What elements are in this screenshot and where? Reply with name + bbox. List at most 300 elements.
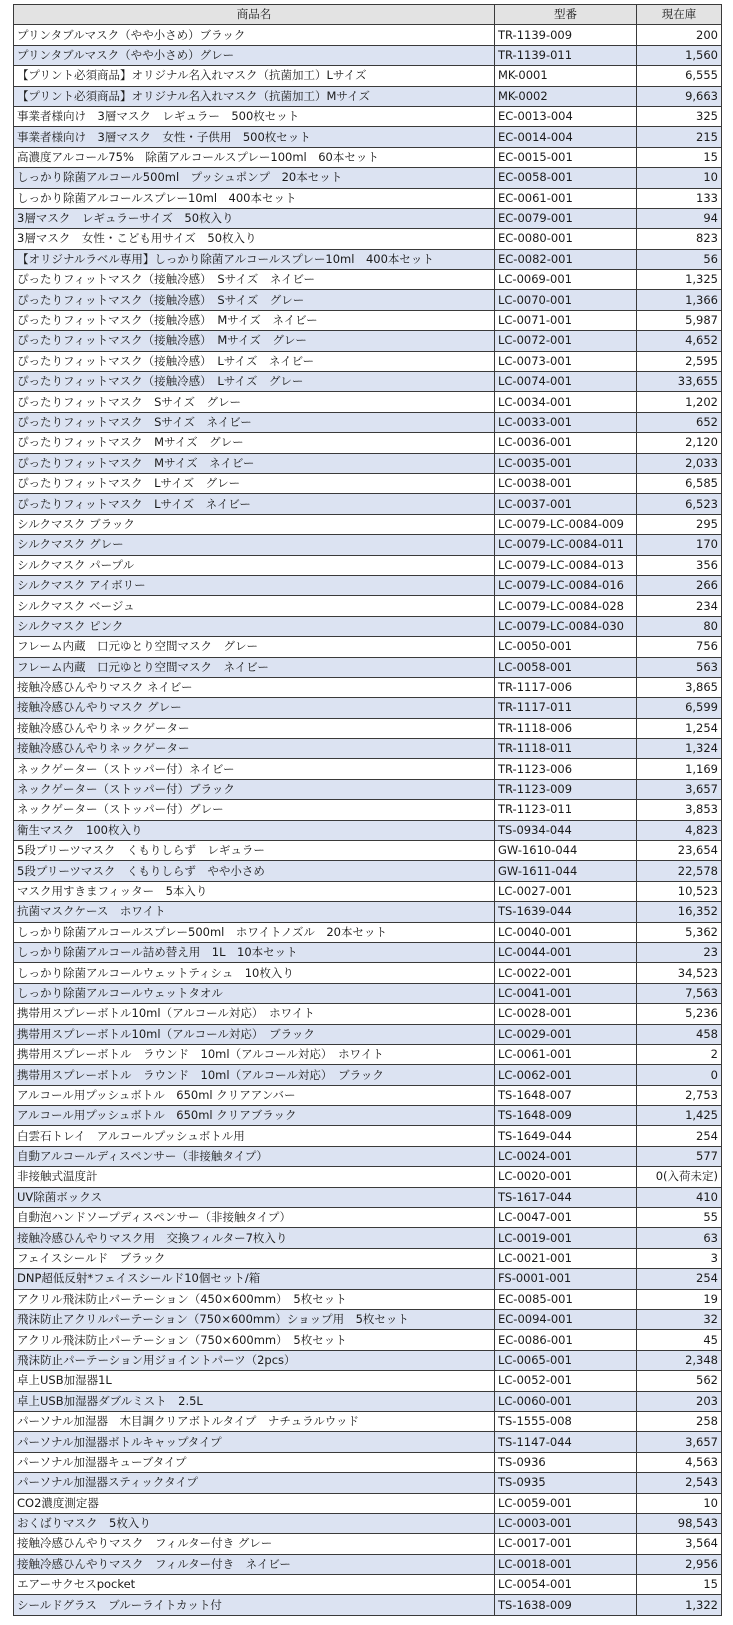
cell-model-number: TS-1617-044 [495, 1187, 637, 1207]
cell-model-number: LC-0018-001 [495, 1554, 637, 1574]
cell-product-name: シルクマスク パープル [14, 555, 495, 575]
cell-model-number: TR-1117-011 [495, 698, 637, 718]
table-row [14, 881, 722, 901]
cell-model-number: LC-0079-LC-0084-011 [495, 535, 637, 555]
cell-model-number: LC-0036-001 [495, 433, 637, 453]
cell-model-number: LC-0060-001 [495, 1391, 637, 1411]
table-row [14, 596, 722, 616]
cell-model-number: LC-0079-LC-0084-016 [495, 575, 637, 595]
cell-stock: 356 [637, 555, 722, 575]
cell-stock: 4,652 [637, 331, 722, 351]
cell-product-name: パーソナル加湿器キューブタイプ [14, 1452, 495, 1472]
cell-product-name: 接触冷感ひんやりマスク ネイビー [14, 677, 495, 697]
cell-stock: 3,564 [637, 1534, 722, 1554]
cell-model-number: EC-0094-001 [495, 1310, 637, 1330]
cell-stock: 0(入荷未定) [637, 1167, 722, 1187]
cell-stock: 4,823 [637, 820, 722, 840]
table-row [14, 473, 722, 493]
cell-product-name: 接触冷感ひんやりマスク フィルター付き ネイビー [14, 1554, 495, 1574]
cell-product-name: ぴったりフィットマスク Sサイズ ネイビー [14, 412, 495, 432]
table-row [14, 106, 722, 126]
cell-product-name: 抗菌マスクケース ホワイト [14, 902, 495, 922]
cell-stock: 55 [637, 1208, 722, 1228]
cell-product-name: ぴったりフィットマスク（接触冷感） Mサイズ ネイビー [14, 310, 495, 330]
table-row [14, 208, 722, 228]
cell-stock: 10,523 [637, 881, 722, 901]
cell-product-name: CO2濃度測定器 [14, 1493, 495, 1513]
cell-stock: 2,543 [637, 1473, 722, 1493]
cell-model-number: EC-0014-004 [495, 127, 637, 147]
cell-product-name: 3層マスク レギュラーサイズ 50枚入り [14, 208, 495, 228]
cell-product-name: 事業者様向け 3層マスク レギュラー 500枚セット [14, 106, 495, 126]
cell-stock: 1,254 [637, 718, 722, 738]
table-header [14, 5, 722, 25]
table-row [14, 1004, 722, 1024]
table-row [14, 739, 722, 759]
cell-stock: 1,202 [637, 392, 722, 412]
cell-model-number: TS-0935 [495, 1473, 637, 1493]
cell-product-name: シルクマスク ブラック [14, 514, 495, 534]
cell-product-name: 自動アルコールディスペンサー（非接触タイプ） [14, 1146, 495, 1166]
cell-model-number: LC-0065-001 [495, 1350, 637, 1370]
cell-model-number: TR-1117-006 [495, 677, 637, 697]
table-row [14, 1269, 722, 1289]
table-row [14, 1391, 722, 1411]
table-row [14, 514, 722, 534]
cell-model-number: LC-0022-001 [495, 963, 637, 983]
table-row [14, 1350, 722, 1370]
table-row [14, 1085, 722, 1105]
cell-stock: 2,120 [637, 433, 722, 453]
cell-model-number: LC-0003-001 [495, 1513, 637, 1533]
cell-product-name: ぴったりフィットマスク Mサイズ グレー [14, 433, 495, 453]
table-row [14, 331, 722, 351]
table-row [14, 1024, 722, 1044]
cell-product-name: ぴったりフィットマスク Lサイズ ネイビー [14, 494, 495, 514]
cell-model-number: LC-0029-001 [495, 1024, 637, 1044]
cell-model-number: LC-0037-001 [495, 494, 637, 514]
cell-model-number: LC-0079-LC-0084-009 [495, 514, 637, 534]
table-row [14, 555, 722, 575]
header-stock: 現在庫 [637, 5, 722, 25]
cell-model-number: LC-0052-001 [495, 1371, 637, 1391]
cell-model-number: TS-1638-009 [495, 1595, 637, 1615]
table-row [14, 922, 722, 942]
cell-product-name: シルクマスク ベージュ [14, 596, 495, 616]
cell-product-name: ネックゲーター（ストッパー付）ネイビー [14, 759, 495, 779]
cell-model-number: TS-0936 [495, 1452, 637, 1472]
cell-stock: 1,366 [637, 290, 722, 310]
cell-model-number: LC-0020-001 [495, 1167, 637, 1187]
cell-model-number: EC-0086-001 [495, 1330, 637, 1350]
cell-product-name: 【プリント必須商品】オリジナル名入れマスク（抗菌加工）Lサイズ [14, 66, 495, 86]
cell-product-name: パーソナル加湿器 木目調クリアボトルタイプ ナチュラルウッド [14, 1411, 495, 1431]
cell-model-number: EC-0080-001 [495, 229, 637, 249]
cell-model-number: LC-0028-001 [495, 1004, 637, 1024]
cell-stock: 63 [637, 1228, 722, 1248]
cell-model-number: LC-0033-001 [495, 412, 637, 432]
table-row [14, 535, 722, 555]
cell-stock: 458 [637, 1024, 722, 1044]
cell-stock: 5,236 [637, 1004, 722, 1024]
cell-model-number: TR-1139-009 [495, 25, 637, 45]
cell-model-number: EC-0085-001 [495, 1289, 637, 1309]
header-model-number: 型番 [495, 5, 637, 25]
cell-model-number: LC-0050-001 [495, 637, 637, 657]
cell-model-number: LC-0062-001 [495, 1065, 637, 1085]
cell-stock: 2,595 [637, 351, 722, 371]
cell-model-number: LC-0073-001 [495, 351, 637, 371]
cell-product-name: ぴったりフィットマスク Mサイズ ネイビー [14, 453, 495, 473]
cell-model-number: LC-0054-001 [495, 1575, 637, 1595]
cell-model-number: LC-0027-001 [495, 881, 637, 901]
cell-model-number: EC-0013-004 [495, 106, 637, 126]
cell-stock: 6,523 [637, 494, 722, 514]
cell-product-name: フェイスシールド ブラック [14, 1248, 495, 1268]
cell-product-name: アルコール用プッシュボトル 650ml クリアブラック [14, 1106, 495, 1126]
cell-model-number: LC-0024-001 [495, 1146, 637, 1166]
cell-stock: 98,543 [637, 1513, 722, 1533]
cell-stock: 33,655 [637, 372, 722, 392]
cell-product-name: 携帯用スプレーボトル10ml（アルコール対応） ブラック [14, 1024, 495, 1044]
cell-product-name: 白雲石トレイ アルコールプッシュボトル用 [14, 1126, 495, 1146]
cell-model-number: GW-1611-044 [495, 861, 637, 881]
cell-product-name: ぴったりフィットマスク Sサイズ グレー [14, 392, 495, 412]
table-row [14, 1330, 722, 1350]
cell-product-name: ぴったりフィットマスク（接触冷感） Sサイズ グレー [14, 290, 495, 310]
cell-stock: 5,987 [637, 310, 722, 330]
cell-product-name: 【プリント必須商品】オリジナル名入れマスク（抗菌加工）Mサイズ [14, 86, 495, 106]
cell-stock: 32 [637, 1310, 722, 1330]
cell-product-name: 5段プリーツマスク くもりしらず レギュラー [14, 841, 495, 861]
cell-stock: 2,753 [637, 1085, 722, 1105]
cell-stock: 94 [637, 208, 722, 228]
cell-model-number: MK-0002 [495, 86, 637, 106]
table-row [14, 637, 722, 657]
table-row [14, 188, 722, 208]
cell-stock: 56 [637, 249, 722, 269]
cell-product-name: パーソナル加湿器ボトルキャップタイプ [14, 1432, 495, 1452]
cell-stock: 15 [637, 147, 722, 167]
cell-product-name: しっかり除菌アルコールウェットタオル [14, 983, 495, 1003]
cell-product-name: ぴったりフィットマスク（接触冷感） Sサイズ ネイビー [14, 270, 495, 290]
cell-stock: 19 [637, 1289, 722, 1309]
cell-product-name: アルコール用プッシュボトル 650ml クリアアンバー [14, 1085, 495, 1105]
cell-stock: 3,865 [637, 677, 722, 697]
cell-stock: 3,853 [637, 800, 722, 820]
cell-product-name: 卓上USB加湿器ダブルミスト 2.5L [14, 1391, 495, 1411]
cell-model-number: TR-1139-011 [495, 45, 637, 65]
cell-model-number: LC-0040-001 [495, 922, 637, 942]
cell-model-number: LC-0021-001 [495, 1248, 637, 1268]
table-row [14, 1534, 722, 1554]
cell-product-name: DNP超低反射*フェイスシールド10個セット/箱 [14, 1269, 495, 1289]
cell-product-name: シルクマスク アイボリー [14, 575, 495, 595]
cell-product-name: しっかり除菌アルコール詰め替え用 1L 10本セット [14, 942, 495, 962]
cell-product-name: ぴったりフィットマスク（接触冷感） Lサイズ ネイビー [14, 351, 495, 371]
cell-stock: 0 [637, 1065, 722, 1085]
cell-model-number: TR-1123-006 [495, 759, 637, 779]
table-row [14, 229, 722, 249]
cell-stock: 23,654 [637, 841, 722, 861]
cell-product-name: 携帯用スプレーボトル10ml（アルコール対応） ホワイト [14, 1004, 495, 1024]
table-row [14, 25, 722, 45]
cell-product-name: 【オリジナルラベル専用】しっかり除菌アルコールスプレー10ml 400本セット [14, 249, 495, 269]
cell-product-name: アクリル飛沫防止パーテーション（750×600mm） 5枚セット [14, 1330, 495, 1350]
cell-model-number: EC-0061-001 [495, 188, 637, 208]
cell-stock: 1,322 [637, 1595, 722, 1615]
cell-stock: 1,560 [637, 45, 722, 65]
cell-stock: 10 [637, 1493, 722, 1513]
table-row [14, 575, 722, 595]
cell-product-name: ぴったりフィットマスク（接触冷感） Mサイズ グレー [14, 331, 495, 351]
cell-product-name: 非接触式温度計 [14, 1167, 495, 1187]
cell-stock: 325 [637, 106, 722, 126]
cell-model-number: LC-0070-001 [495, 290, 637, 310]
table-row [14, 494, 722, 514]
table-row [14, 290, 722, 310]
cell-stock: 6,585 [637, 473, 722, 493]
cell-stock: 1,324 [637, 739, 722, 759]
table-row [14, 1432, 722, 1452]
cell-stock: 9,663 [637, 86, 722, 106]
table-row [14, 147, 722, 167]
cell-model-number: TS-0934-044 [495, 820, 637, 840]
table-row [14, 718, 722, 738]
table-row [14, 963, 722, 983]
table-row [14, 1452, 722, 1472]
cell-product-name: ぴったりフィットマスク（接触冷感） Lサイズ グレー [14, 372, 495, 392]
cell-model-number: LC-0072-001 [495, 331, 637, 351]
cell-stock: 15 [637, 1575, 722, 1595]
cell-model-number: LC-0041-001 [495, 983, 637, 1003]
cell-stock: 652 [637, 412, 722, 432]
cell-stock: 258 [637, 1411, 722, 1431]
cell-model-number: TR-1118-011 [495, 739, 637, 759]
cell-stock: 22,578 [637, 861, 722, 881]
table-row [14, 820, 722, 840]
cell-stock: 266 [637, 575, 722, 595]
cell-model-number: EC-0015-001 [495, 147, 637, 167]
cell-model-number: LC-0061-001 [495, 1044, 637, 1064]
cell-model-number: LC-0058-001 [495, 657, 637, 677]
cell-product-name: しっかり除菌アルコール500ml プッシュポンプ 20本セット [14, 168, 495, 188]
table-row [14, 1248, 722, 1268]
cell-product-name: フレーム内蔵 口元ゆとり空間マスク ネイビー [14, 657, 495, 677]
cell-stock: 16,352 [637, 902, 722, 922]
table-row [14, 1146, 722, 1166]
table-row [14, 657, 722, 677]
table-row [14, 1126, 722, 1146]
table-row [14, 1187, 722, 1207]
cell-product-name: 飛沫防止パーテーション用ジョイントパーツ（2pcs） [14, 1350, 495, 1370]
table-row [14, 942, 722, 962]
table-row [14, 1493, 722, 1513]
table-row [14, 1513, 722, 1533]
cell-product-name: UV除菌ボックス [14, 1187, 495, 1207]
cell-product-name: しっかり除菌アルコールスプレー500ml ホワイトノズル 20本セット [14, 922, 495, 942]
cell-product-name: 接触冷感ひんやりマスク グレー [14, 698, 495, 718]
cell-model-number: FS-0001-001 [495, 1269, 637, 1289]
cell-stock: 203 [637, 1391, 722, 1411]
cell-product-name: 卓上USB加湿器1L [14, 1371, 495, 1391]
cell-product-name: フレーム内蔵 口元ゆとり空間マスク グレー [14, 637, 495, 657]
cell-model-number: TR-1123-009 [495, 779, 637, 799]
cell-stock: 2 [637, 1044, 722, 1064]
table-row [14, 1371, 722, 1391]
cell-product-name: 自動泡ハンドソープディスペンサー（非接触タイプ） [14, 1208, 495, 1228]
inventory-table [13, 4, 722, 1616]
table-row [14, 66, 722, 86]
cell-product-name: 携帯用スプレーボトル ラウンド 10ml（アルコール対応） ホワイト [14, 1044, 495, 1064]
cell-stock: 577 [637, 1146, 722, 1166]
cell-model-number: LC-0074-001 [495, 372, 637, 392]
cell-product-name: 高濃度アルコール75% 除菌アルコールスプレー100ml 60本セット [14, 147, 495, 167]
cell-model-number: LC-0079-LC-0084-030 [495, 616, 637, 636]
cell-model-number: EC-0082-001 [495, 249, 637, 269]
cell-model-number: LC-0069-001 [495, 270, 637, 290]
cell-stock: 6,599 [637, 698, 722, 718]
table-row [14, 1044, 722, 1064]
table-row [14, 45, 722, 65]
cell-model-number: TS-1555-008 [495, 1411, 637, 1431]
cell-model-number: EC-0058-001 [495, 168, 637, 188]
cell-stock: 3,657 [637, 779, 722, 799]
cell-stock: 5,362 [637, 922, 722, 942]
table-row [14, 412, 722, 432]
cell-model-number: LC-0034-001 [495, 392, 637, 412]
cell-product-name: 接触冷感ひんやりマスク用 交換フィルター7枚入り [14, 1228, 495, 1248]
cell-stock: 2,033 [637, 453, 722, 473]
cell-product-name: パーソナル加湿器スティックタイプ [14, 1473, 495, 1493]
table-row [14, 372, 722, 392]
header-row [14, 5, 722, 25]
table-row [14, 249, 722, 269]
cell-model-number: LC-0019-001 [495, 1228, 637, 1248]
cell-product-name: 接触冷感ひんやりネックゲーター [14, 718, 495, 738]
cell-model-number: TS-1639-044 [495, 902, 637, 922]
cell-product-name: ぴったりフィットマスク Lサイズ グレー [14, 473, 495, 493]
cell-stock: 200 [637, 25, 722, 45]
cell-model-number: LC-0047-001 [495, 1208, 637, 1228]
cell-stock: 215 [637, 127, 722, 147]
cell-product-name: おくばりマスク 5枚入り [14, 1513, 495, 1533]
table-row [14, 800, 722, 820]
cell-model-number: TR-1123-011 [495, 800, 637, 820]
cell-model-number: LC-0059-001 [495, 1493, 637, 1513]
table-row [14, 1228, 722, 1248]
table-row [14, 1473, 722, 1493]
table-body [14, 25, 722, 1615]
table-row [14, 433, 722, 453]
cell-model-number: LC-0017-001 [495, 1534, 637, 1554]
cell-model-number: LC-0035-001 [495, 453, 637, 473]
header-product-name: 商品名 [14, 5, 495, 25]
cell-stock: 563 [637, 657, 722, 677]
cell-model-number: TS-1649-044 [495, 1126, 637, 1146]
table-row [14, 983, 722, 1003]
cell-stock: 756 [637, 637, 722, 657]
cell-stock: 34,523 [637, 963, 722, 983]
cell-stock: 254 [637, 1126, 722, 1146]
cell-stock: 410 [637, 1187, 722, 1207]
cell-model-number: LC-0038-001 [495, 473, 637, 493]
cell-product-name: 5段プリーツマスク くもりしらず やや小さめ [14, 861, 495, 881]
cell-product-name: 携帯用スプレーボトル ラウンド 10ml（アルコール対応） ブラック [14, 1065, 495, 1085]
cell-stock: 2,956 [637, 1554, 722, 1574]
table-row [14, 1554, 722, 1574]
table-row [14, 270, 722, 290]
cell-model-number: TS-1147-044 [495, 1432, 637, 1452]
cell-stock: 562 [637, 1371, 722, 1391]
cell-stock: 1,425 [637, 1106, 722, 1126]
table-row [14, 310, 722, 330]
table-row [14, 392, 722, 412]
table-row [14, 86, 722, 106]
cell-product-name: シルクマスク グレー [14, 535, 495, 555]
table-row [14, 1065, 722, 1085]
cell-stock: 295 [637, 514, 722, 534]
table-row [14, 677, 722, 697]
table-row [14, 698, 722, 718]
table-row [14, 127, 722, 147]
table-row [14, 1289, 722, 1309]
cell-stock: 823 [637, 229, 722, 249]
cell-product-name: シールドグラス ブルーライトカット付 [14, 1595, 495, 1615]
cell-product-name: エアーサクセスpocket [14, 1575, 495, 1595]
cell-model-number: LC-0044-001 [495, 942, 637, 962]
cell-stock: 1,325 [637, 270, 722, 290]
cell-stock: 7,563 [637, 983, 722, 1003]
cell-product-name: 3層マスク 女性・こども用サイズ 50枚入り [14, 229, 495, 249]
cell-product-name: プリンタブルマスク（やや小さめ）グレー [14, 45, 495, 65]
table-row [14, 1167, 722, 1187]
cell-product-name: マスク用すきまフィッター 5本入り [14, 881, 495, 901]
cell-model-number: TR-1118-006 [495, 718, 637, 738]
cell-model-number: TS-1648-007 [495, 1085, 637, 1105]
table-row [14, 1208, 722, 1228]
table-row [14, 168, 722, 188]
cell-product-name: シルクマスク ピンク [14, 616, 495, 636]
cell-model-number: LC-0071-001 [495, 310, 637, 330]
cell-stock: 4,563 [637, 1452, 722, 1472]
table-row [14, 1595, 722, 1615]
cell-product-name: 飛沫防止アクリルパーテーション（750×600mm）ショップ用 5枚セット [14, 1310, 495, 1330]
table-row [14, 1106, 722, 1126]
table-row [14, 1310, 722, 1330]
cell-stock: 80 [637, 616, 722, 636]
cell-model-number: EC-0079-001 [495, 208, 637, 228]
table-row [14, 1575, 722, 1595]
cell-product-name: 接触冷感ひんやりマスク フィルター付き グレー [14, 1534, 495, 1554]
cell-stock: 23 [637, 942, 722, 962]
table-row [14, 453, 722, 473]
cell-stock: 6,555 [637, 66, 722, 86]
cell-product-name: プリンタブルマスク（やや小さめ）ブラック [14, 25, 495, 45]
cell-stock: 170 [637, 535, 722, 555]
cell-product-name: 事業者様向け 3層マスク 女性・子供用 500枚セット [14, 127, 495, 147]
table-row [14, 616, 722, 636]
cell-stock: 1,169 [637, 759, 722, 779]
cell-product-name: 接触冷感ひんやりネックゲーター [14, 739, 495, 759]
cell-stock: 3 [637, 1248, 722, 1268]
cell-product-name: しっかり除菌アルコールスプレー10ml 400本セット [14, 188, 495, 208]
cell-model-number: MK-0001 [495, 66, 637, 86]
table-row [14, 779, 722, 799]
table-row [14, 1411, 722, 1431]
cell-model-number: LC-0079-LC-0084-028 [495, 596, 637, 616]
cell-model-number: TS-1648-009 [495, 1106, 637, 1126]
